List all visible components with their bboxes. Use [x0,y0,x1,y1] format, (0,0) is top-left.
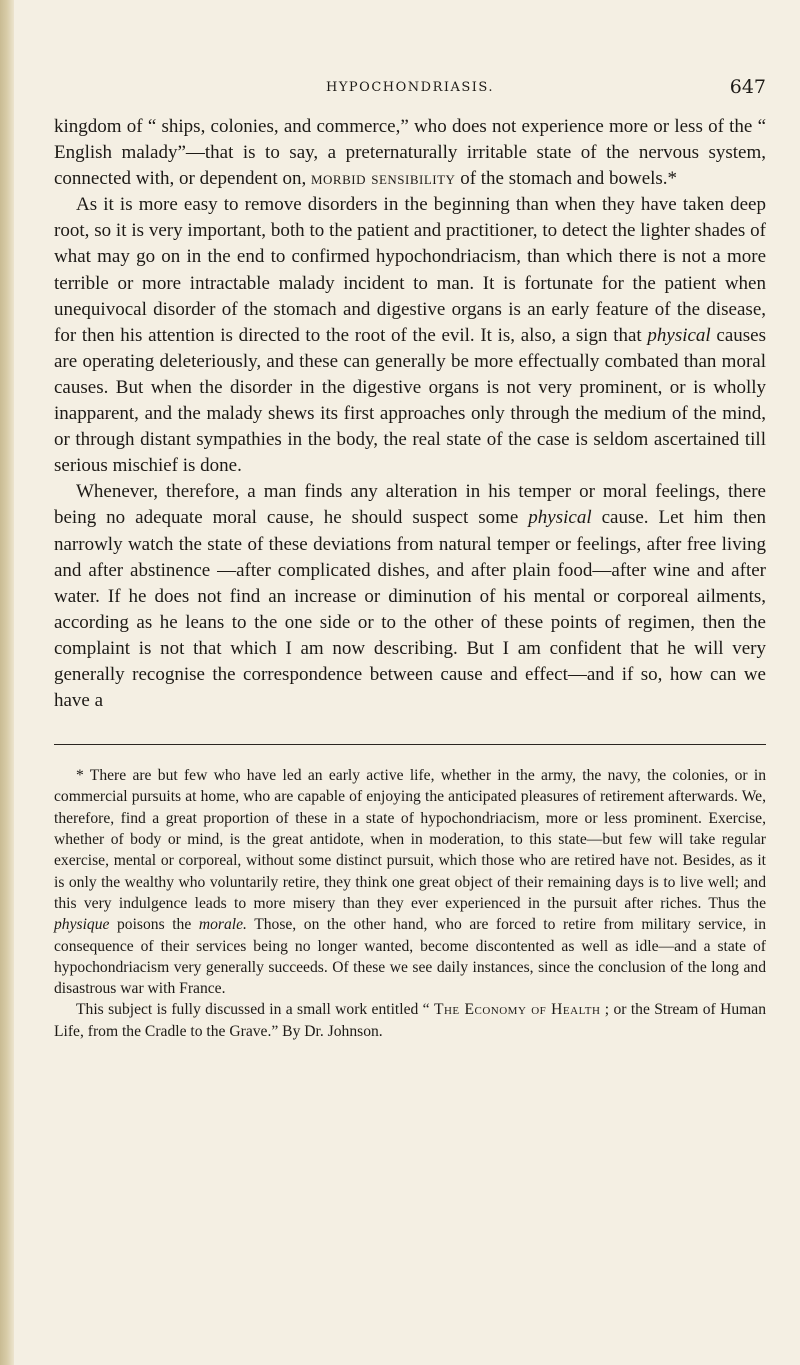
footnote-paragraph-2 [54,999,766,1042]
footnote-2-text-end: ; or the Stream of Human Life, from the Cradle to the Grave.” By Dr. Johnson. [54,1001,766,1040]
footnote-paragraph-1 [54,765,766,999]
paragraph-1-smallcaps: morbid sensibility [310,168,456,190]
footnote-1-emphasis-morale: morale. [198,916,247,934]
paragraph-3 [54,479,766,714]
paragraph-3-text: Whenever, therefore, a man finds any alteration in his temper or moral feelings, there being no adequate moral cause, he should suspect some [54,481,766,529]
page-number: 647 [729,76,766,98]
paragraph-3-emphasis: physical [528,507,592,529]
paragraph-1-text: kingdom of “ ships, colonies, and commerce,” who does not experience more or less of the “ English malady”—that is to say, a preternaturally irritable state of the nervous system, connected with, or dependent on, [54,116,766,190]
footnote-1-text: * There are but few who have led an early active life, whether in the army, the navy, the colonies, or in commercial pursuits at home, who are capable of enjoying the anticipated pleasures of retirement afterwards. We, therefore, find a great proportion of these in a state of hypochondriacism, more or less prominent. Exercise, whether of body or mind, is the great antidote, when in moderation, to this state—but few will take regular exercise, mental or corporeal, without some distinct pursuit, which those who are retired have not. Besides, as it is only the wealthy who voluntarily retire, they think one great object of their remaining days is to live well; and this very indulgence leads to more misery than they ever experienced in the pursuit after riches. Thus the [54,767,766,912]
footnote-2-book-title: The Economy of Health [433,1001,601,1019]
paragraph-3-text-end: cause. Let him then narrowly watch the state of these deviations from natural temper or feelings, after free living and after abstinence —after complicated dishes, and after plain food—after wine and after water. If he does not find an increase or diminution of his mental or corporeal ailments, according as he leans to the one side or to the other of these points of regimen, then the complaint is not that which I am now describing. But I am confident that he will very generally recognise the correspondence between cause and effect—and if so, how can we have a [54,507,767,712]
paragraph-2-emphasis: physical [647,324,711,346]
body-text [54,114,766,714]
running-title: HYPOCHONDRIASIS. [326,80,494,95]
running-head [54,76,766,106]
footnote-2-text: This subject is fully discussed in a small work entitled “ [76,1001,434,1019]
paragraph-1 [54,114,766,192]
book-page [54,0,766,1042]
paragraph-2-text: As it is more easy to remove disorders in the beginning than when they have taken deep root, so it is very important, both to the patient and practitioner, to detect the lighter shades of what may go on in the end to confirmed hypochondriacism, than which there is not a more terrible or more intractable malady incident to man. It is fortunate for the patient when unequivocal disorder of the stomach and digestive organs is an early feature of the disease, for then his attention is directed to the root of the evil. It is, also, a sign that [54,194,766,346]
paragraph-2-text-end: causes are operating deleteriously, and these can generally be more effectually combated than moral causes. But when the disorder in the digestive organs is not very prominent, or is wholly inapparent, and the malady shews its first approaches only through the medium of the mind, or through distant sympathies in the body, the real state of the case is seldom ascertained till serious mischief is done. [54,324,766,477]
paragraph-2 [54,192,766,479]
footnote-1-text-mid: poisons the [109,916,199,934]
page-gutter-shadow [0,0,14,1365]
paragraph-1-text-end: of the stomach and bowels.* [455,168,678,190]
footnote [54,765,766,1042]
footnote-1-text-end: Those, on the other hand, who are forced to retire from military service, in consequence of their services being no longer wanted, become discontented as well as idle—and a state of hypochondriacism very generally succeeds. Of these we see daily instances, since the conclusion of the long and disastrous war with France. [54,916,766,998]
footnote-1-emphasis-physique: physique [54,916,110,934]
footnote-rule [54,744,766,745]
